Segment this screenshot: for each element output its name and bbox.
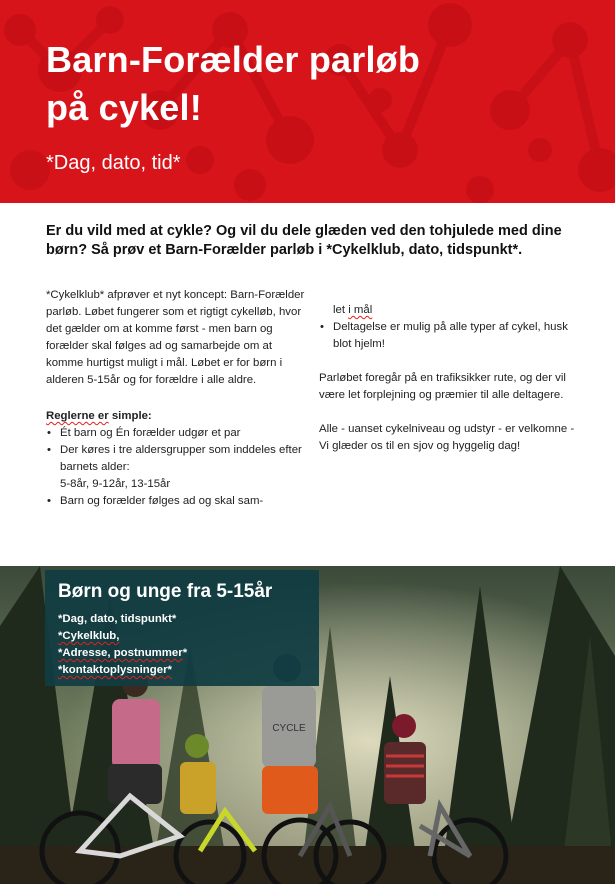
rule-continuation-a: let [333,304,349,316]
info-date: *Dag, dato, tidspunkt* [58,613,177,625]
rule-item-text: • Der køres i tre aldersgrupper som inddeles efter barnets alder: [60,444,302,473]
right-column [319,302,581,455]
intro-text: Er du vild med at cykle? Og vil du dele glæden ved den tohjulede med dine børn? Så prøv et Barn-Forælder parløb i *Cykelklub, dato, tidspunkt*. [46,223,562,258]
event-info-box [45,570,319,686]
rules-title-rest: simple: [108,410,152,422]
rule-item: • Ét barn og Én forælder udgør et par [46,425,308,442]
info-club-text: *Cykelklub, [58,630,120,642]
page-subtitle: *Dag, dato, tid* [46,152,181,174]
rules-list [46,425,308,510]
page-title: Barn-Forælder parløb på cykel! [46,39,421,128]
info-heading: Børn og unge fra 5-15år [58,581,273,602]
rule-continuation [319,302,581,319]
rules-title [46,408,308,425]
rules-list-cont [319,319,581,353]
info-contact [58,662,187,679]
route-paragraph: Parløbet foregår på en trafiksikker rute, og der vil være let forplejning og præmier til alle deltagere. [319,372,566,401]
info-address-b: postnummer [113,647,183,659]
header-banner [0,0,615,203]
rule-item: • Barn og forælder følges ad og skal sam- [46,493,308,510]
welcome-paragraph: Alle - uanset cykelniveau og udstyr - er velkomne - Vi glæder os til en sjov og hyggelig dag! [319,423,575,452]
info-address [58,645,187,662]
info-lines [58,611,187,679]
rules-title-marked: Reglerne er [46,410,109,422]
info-club [58,628,187,645]
left-column [46,287,308,510]
rule-item: • Deltagelse er mulig på alle typer af cykel, husk blot hjelm! [319,319,581,353]
info-address-a: *Adresse, [58,647,114,659]
rule-continuation-b: i mål [348,304,373,316]
concept-paragraph: *Cykelklub* afprøver et nyt koncept: Barn-Forælder parløb. Løbet fungerer som et rigtigt cykelløb, hvor det gælder om at komme først - men barn og forælder skal følges ad og samarbejde om at komme hurtigst muligt i mål. Løbet er for børn i alderen 5-15år og for forældre i alle aldre. [46,289,305,386]
info-contact-text: *kontaktoplysninger* [58,664,172,676]
jersey-text: CYCLE [272,723,306,734]
rule-item [46,442,308,493]
age-groups: 5-8år, 9-12år, 13-15år [60,478,171,490]
info-address-c: * [182,647,188,659]
